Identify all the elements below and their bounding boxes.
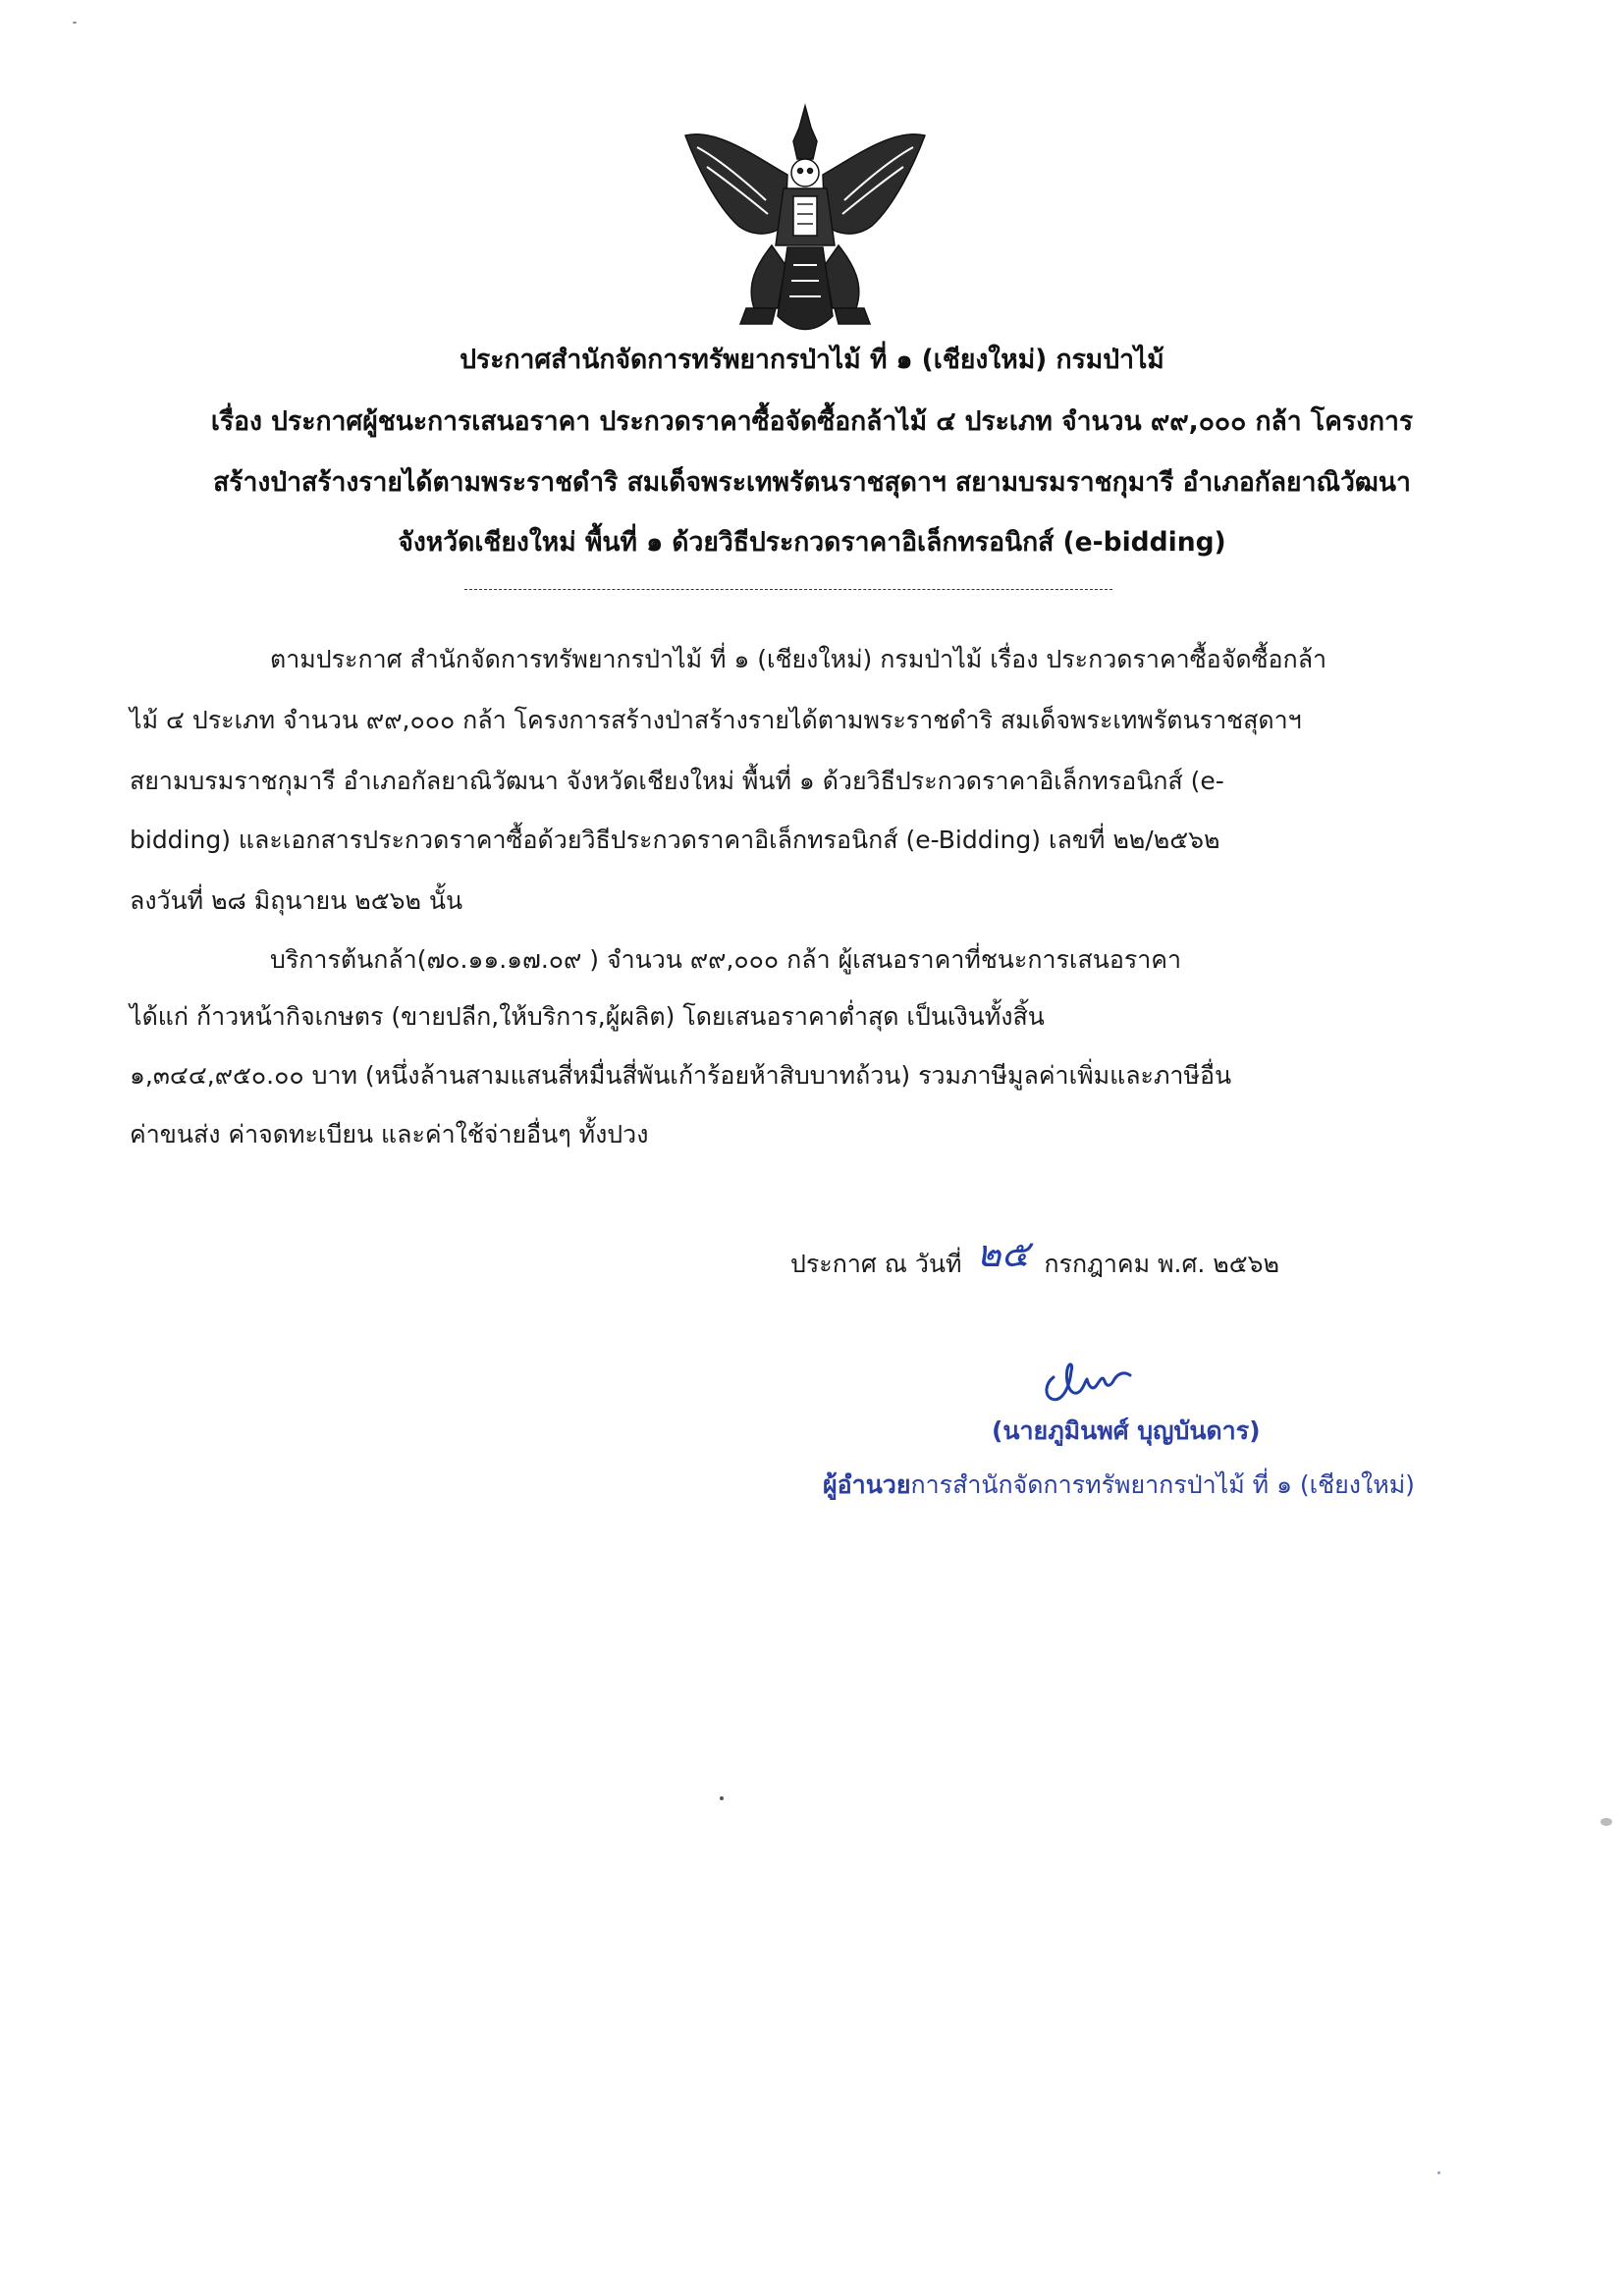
handwritten-day: ๒๕ (976, 1232, 1030, 1275)
handwritten-signature (1036, 1350, 1154, 1409)
body-paragraph-1-line-2: ไม้ ๔ ประเภท จำนวน ๙๙,๐๐๐ กล้า โครงการสร้างป่าสร้างรายได้ตามพระราชดำริ สมเด็จพระเทพรัตนราชสุดาฯ (130, 706, 1302, 734)
body-paragraph-2-line-3: ๑,๓๔๔,๙๕๐.๐๐ บาท (หนึ่งล้านสามแสนสี่หมื่นสี่พันเก้าร้อยห้าสิบบาทถ้วน) รวมภาษีมูลค่าเพิ่มและภาษีอื่น (130, 1061, 1232, 1090)
body-paragraph-2-line-1: บริการต้นกล้า(๗๐.๑๑.๑๗.๐๙ ) จำนวน ๙๙,๐๐๐ กล้า ผู้เสนอราคาที่ชนะการเสนอราคา (270, 945, 1182, 974)
scan-speck (1600, 1818, 1612, 1826)
garuda-emblem-icon (677, 98, 933, 339)
body-paragraph-1-line-4: bidding) และเอกสารประกวดราคาซื้อด้วยวิธีประกวดราคาอิเล็กทรอนิกส์ (e-Bidding) เลขที่ ๒๒/๒๕๖๒ (130, 826, 1220, 854)
body-paragraph-2-line-4: ค่าขนส่ง ค่าจดทะเบียน และค่าใช้จ่ายอื่นๆ ทั้งปวง (130, 1120, 649, 1148)
signer-title (823, 1466, 1415, 1505)
body-paragraph-1-line-5: ลงวันที่ ๒๘ มิถุนายน ๒๕๖๒ นั้น (130, 886, 463, 915)
announcement-heading: ประกาศสำนักจัดการทรัพยากรป่าไม้ ที่ ๑ (เชียงใหม่) กรมป่าไม้ (460, 345, 1164, 375)
scan-speck (73, 22, 77, 24)
subject-line-3: จังหวัดเชียงใหม่ พื้นที่ ๑ ด้วยวิธีประกวดราคาอิเล็กทรอนิกส์ (e-bidding) (398, 527, 1226, 558)
body-paragraph-1-line-3: สยามบรมราชกุมารี อำเภอกัลยาณิวัฒนา จังหวัดเชียงใหม่ พื้นที่ ๑ ด้วยวิธีประกวดราคาอิเล็กทรอนิกส์ (e- (130, 767, 1224, 795)
body-paragraph-1-line-1: ตามประกาศ สำนักจัดการทรัพยากรป่าไม้ ที่ ๑ (เชียงใหม่) กรมป่าไม้ เรื่อง ประกวดราคาซื้อจัดซื้อกล้า (270, 645, 1327, 673)
scan-speck (720, 1796, 724, 1800)
signer-name: (นายภูมินพศ์ บุญบันดาร) (992, 1416, 1261, 1445)
signer-title-rest: การสำนักจัดการทรัพยากรป่าไม้ ที่ ๑ (เชียงใหม่) (910, 1470, 1415, 1499)
subject-line-1: เรื่อง ประกาศผู้ชนะการเสนอราคา ประกวดราคาซื้อจัดซื้อกล้าไม้ ๔ ประเภท จำนวน ๙๙,๐๐๐ กล้า โครงการ (210, 406, 1414, 437)
date-prefix: ประกาศ ณ วันที่ (790, 1250, 962, 1278)
body-paragraph-2-line-2: ได้แก่ ก้าวหน้ากิจเกษตร (ขายปลีก,ให้บริการ,ผู้ผลิต) โดยเสนอราคาต่ำสุด เป็นเงินทั้งสิ้น (130, 1002, 1045, 1031)
announcement-date (790, 1229, 1279, 1289)
subject-line-2: สร้างป่าสร้างรายได้ตามพระราชดำริ สมเด็จพระเทพรัตนราชสุดาฯ สยามบรมราชกุมารี อำเภอกัลยาณิวัฒนา (213, 467, 1411, 498)
dashed-divider (464, 589, 1112, 590)
date-suffix: กรกฎาคม พ.ศ. ๒๕๖๒ (1044, 1250, 1279, 1278)
scan-speck (1437, 2171, 1440, 2174)
signer-title-prefix: ผู้อำนวย (823, 1470, 911, 1499)
